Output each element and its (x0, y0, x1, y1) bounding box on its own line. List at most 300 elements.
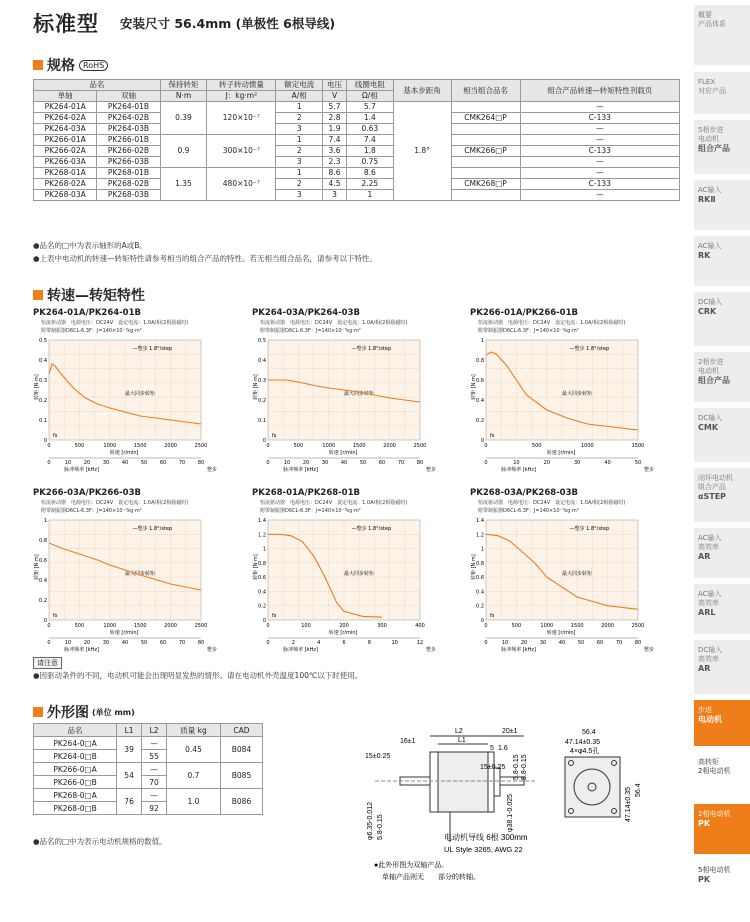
sidebar-item[interactable] (694, 804, 750, 854)
dim-5-8-c: 5.8-0.15 (377, 814, 384, 840)
sidebar-item-label: AR (698, 552, 711, 561)
y-tick-label: 1 (480, 338, 484, 344)
table-row (34, 179, 680, 190)
y-tick-label: 0.3 (39, 378, 47, 384)
table-header-row (34, 80, 680, 91)
model-single: PK264-02A (34, 113, 97, 124)
chart-note: 附带制振器D6CL-6.3F：J=140×10⁻⁷kg·m² (478, 508, 579, 514)
fullstep-label: 整步 (207, 647, 218, 653)
x-axis-label: 转速 [r/min] (109, 450, 139, 456)
rear-flange (430, 752, 438, 812)
voltage-value: 3 (323, 190, 347, 201)
y-tick-label: 0.2 (476, 603, 484, 610)
page-title: 标准型 (33, 12, 99, 36)
combo-name: CMK264□P (451, 113, 520, 124)
y-tick-label: 1 (480, 546, 484, 553)
drawing-note-2: 单轴产品则无 部分的转轴。 (382, 874, 480, 881)
x-axis-label: 转速 [r/min] (546, 450, 576, 456)
x2-tick-label: 40 (121, 460, 129, 466)
resist-value: 1.4 (347, 113, 394, 124)
model-double: PK264-02B (97, 113, 160, 124)
sidebar-item[interactable] (694, 408, 750, 462)
sidebar-item[interactable] (694, 5, 750, 65)
x2-tick-label: 70 (178, 640, 186, 646)
x-tick-label: 1000 (322, 443, 336, 449)
voltage-value: 2.8 (323, 113, 347, 124)
x2-tick-label: 30 (102, 460, 110, 466)
x-tick-label: 0 (484, 443, 488, 449)
chart-title: PK268-03A/PK268-03B (470, 488, 578, 498)
sidebar-item-label: AR (698, 664, 711, 673)
dims-l1: 54 (117, 763, 142, 789)
x2-tick-label: 60 (378, 460, 386, 466)
sidebar-item-label: 组合产品 (698, 376, 730, 385)
chart-title: PK264-03A/PK264-03B (252, 308, 360, 318)
sidebar-item-label: 高效率 (698, 655, 719, 663)
model-single: PK268-01A (34, 168, 97, 179)
dim-15-a: 15±0.25 (365, 753, 391, 760)
y-axis-label: 转矩 [N·m] (471, 374, 477, 400)
chart-title: PK266-01A/PK266-01B (470, 308, 578, 318)
model-double: PK264-03B (97, 124, 160, 135)
dims-l2: — (142, 763, 167, 776)
page-ref: — (520, 190, 679, 201)
x-axis-label: 转速 [r/min] (109, 630, 139, 636)
header-page: 组合产品转速—转矩特性刊载页 (520, 80, 679, 102)
chart-svg (33, 334, 241, 473)
sidebar-item-label: CMK (698, 423, 719, 432)
table-row (34, 168, 680, 179)
sidebar-item[interactable] (694, 584, 750, 634)
x2-tick-label: 30 (574, 460, 581, 466)
y-axis-label: 转矩 [N·m] (34, 554, 40, 580)
x2-tick-label: 20 (520, 640, 528, 646)
header-combo: 相当组合品名 (451, 80, 520, 102)
sidebar-item-label: 高转矩 (698, 758, 719, 766)
y-tick-label: 0.2 (39, 598, 47, 604)
fs-label: fs (272, 433, 277, 439)
sidebar-item-label: PK (698, 875, 711, 884)
x2-axis-label: 脉冲频率 [kHz] (283, 647, 318, 653)
legend-label: —整步 1.8°/step (569, 526, 610, 532)
speed-torque-chart (252, 488, 460, 653)
y-tick-label: 0.4 (39, 358, 47, 364)
dims-cad: B084 (221, 737, 263, 763)
x2-tick-label: 0 (484, 460, 488, 466)
chart-note: 恒流驱动器 电源电压：DC24V 设定电流：1.0A/相(2相励磁时) (260, 500, 408, 506)
header-unit: N·m (160, 91, 207, 102)
x-tick-label: 2500 (194, 443, 208, 449)
y-tick-label: 1 (262, 546, 266, 553)
sidebar-item-label: AC输入 (698, 590, 722, 598)
sidebar-item-label: 产品体系 (698, 20, 726, 28)
x2-tick-label: 60 (596, 640, 604, 646)
inertia-value: 120×10⁻⁷ (207, 102, 276, 135)
square-bullet-icon (33, 290, 43, 300)
model-double: PK268-01B (97, 168, 160, 179)
resist-value: 1.8 (347, 146, 394, 157)
y-tick-label: 0.4 (476, 589, 484, 596)
torque-value: 0.9 (160, 135, 207, 168)
current-value: 2 (276, 179, 323, 190)
x2-tick-label: 40 (340, 460, 348, 466)
x2-tick-label: 20 (83, 460, 91, 466)
resist-value: 7.4 (347, 135, 394, 146)
caution-badge: 请注意 (33, 657, 62, 669)
page-ref: C-133 (520, 113, 679, 124)
voltage-value: 1.9 (323, 124, 347, 135)
dims-l2: 55 (142, 750, 167, 763)
dim-38: φ38.1-0.025 (507, 793, 514, 832)
y-tick-label: 0.1 (258, 418, 266, 424)
header-double: 双轴 (97, 91, 160, 102)
sidebar-item-label: 电动机 (698, 135, 719, 143)
ul-label: UL Style 3265, AWG 22 (444, 845, 523, 854)
sidebar-item[interactable] (694, 120, 750, 174)
sidebar-item-label: 组合产品 (698, 144, 730, 153)
header-step: 基本步距角 (393, 80, 451, 102)
y-tick-label: 0.5 (258, 338, 266, 344)
x-tick-label: 1500 (570, 623, 584, 629)
header-resist: 线圈电阻 (347, 80, 394, 91)
y-tick-label: 1.4 (476, 518, 484, 524)
y-tick-label: 0.2 (258, 603, 266, 610)
current-value: 3 (276, 157, 323, 168)
x2-axis-label: 脉冲频率 [kHz] (64, 647, 99, 653)
x2-tick-label: 30 (321, 460, 329, 466)
fs-label: fs (53, 433, 58, 439)
table-row (34, 789, 263, 802)
x2-tick-label: 70 (615, 640, 623, 646)
sidebar-item-label: 电动机 (698, 367, 719, 375)
sidebar-item[interactable] (694, 752, 750, 800)
resist-value: 0.75 (347, 157, 394, 168)
sidebar-item-label: AC输入 (698, 186, 722, 194)
x2-tick-label: 30 (539, 640, 547, 646)
dim-47-14-a: 47.14±0.35 (565, 739, 600, 746)
x2-tick-label: 4 (317, 640, 321, 646)
table-row (34, 157, 680, 168)
chart-title: PK268-01A/PK268-01B (252, 488, 360, 498)
x-axis-label: 转速 [r/min] (328, 630, 358, 636)
y-tick-label: 0 (480, 618, 484, 624)
dim-15-b: 15±0.25 (480, 764, 506, 771)
table-row (34, 124, 680, 135)
pullout-label: 最大同步转矩 (562, 391, 593, 397)
y-tick-label: 0.6 (476, 575, 484, 582)
y-tick-label: 0.8 (258, 560, 266, 567)
y-tick-label: 0.8 (476, 358, 484, 364)
dims-cad: B085 (221, 763, 263, 789)
dims-mass: 1.0 (166, 789, 220, 815)
x2-tick-label: 40 (121, 640, 129, 646)
sidebar-item[interactable] (694, 468, 750, 522)
current-value: 1 (276, 102, 323, 113)
combo-name (451, 124, 520, 135)
chart-title: PK266-03A/PK266-03B (33, 488, 141, 498)
chart-note: 恒流驱动器 电源电压：DC24V 设定电流：1.0A/相(2相励磁时) (41, 320, 189, 326)
sidebar-item-label: RKⅡ (698, 195, 716, 204)
x-tick-label: 100 (301, 623, 311, 629)
sidebar-item[interactable] (694, 352, 750, 402)
y-tick-label: 0.6 (39, 558, 47, 564)
x-tick-label: 500 (531, 443, 542, 449)
torque-value: 1.35 (160, 168, 207, 201)
speed-torque-chart (470, 488, 678, 653)
pilot (494, 768, 500, 796)
fs-label: fs (490, 613, 495, 619)
sidebar-item-label: 概要 (698, 11, 712, 19)
model-single: PK268-03A (34, 190, 97, 201)
chart-svg (470, 514, 678, 653)
x-tick-label: 0 (266, 623, 270, 629)
torque-value: 0.39 (160, 102, 207, 135)
x-tick-label: 500 (293, 443, 304, 449)
x2-axis-label: 脉冲频率 [kHz] (501, 467, 536, 473)
dim-5-8-a: 5.8-0.15 (521, 754, 528, 780)
dims-model: PK266-0□A (34, 763, 117, 776)
dims-model: PK268-0□A (34, 789, 117, 802)
chart-note: 恒流驱动器 电源电压：DC24V 设定电流：1.0A/相(2相励磁时) (260, 320, 408, 326)
table-header-row (34, 724, 263, 737)
sidebar-item[interactable] (694, 860, 750, 916)
pullout-label: 最大同步转矩 (344, 391, 375, 397)
y-tick-label: 1.2 (258, 532, 266, 539)
x-tick-label: 1500 (631, 443, 645, 449)
dim-20: 20±1 (502, 728, 518, 735)
sidebar-item-label: PK (698, 819, 711, 828)
resist-value: 5.7 (347, 102, 394, 113)
dims-header: CAD (221, 724, 263, 737)
page-ref: C-133 (520, 146, 679, 157)
sidebar-item-label: AC输入 (698, 242, 722, 250)
spec-section-title: 规格 RoHS (33, 55, 108, 75)
x2-tick-label: 80 (197, 640, 205, 646)
x2-tick-label: 30 (102, 640, 110, 646)
fs-label: fs (53, 613, 58, 619)
x2-axis-label: 脉冲频率 [kHz] (501, 647, 536, 653)
x2-tick-label: 10 (64, 460, 72, 466)
x2-tick-label: 10 (64, 640, 72, 646)
x2-tick-label: 60 (159, 640, 167, 646)
y-tick-label: 0 (262, 618, 266, 624)
dims-header: 品名 (34, 724, 117, 737)
table-row (34, 102, 680, 113)
y-tick-label: 0 (43, 618, 47, 624)
x-axis-label: 转速 [r/min] (328, 450, 358, 456)
x-tick-label: 1500 (133, 623, 147, 629)
speed-torque-chart (470, 308, 678, 473)
front-flange (488, 752, 494, 812)
y-tick-label: 0.2 (39, 398, 47, 404)
y-tick-label: 0 (43, 438, 47, 444)
model-single: PK266-03A (34, 157, 97, 168)
front-view-body (565, 757, 620, 817)
x2-tick-label: 10 (513, 460, 520, 466)
x2-tick-label: 40 (558, 640, 566, 646)
y-tick-label: 0.6 (258, 575, 266, 582)
dims-l1: 76 (117, 789, 142, 815)
y-tick-label: 0.2 (476, 418, 484, 424)
chart-note: 附带制振器D6CL-6.3F：J=140×10⁻⁷kg·m² (478, 328, 579, 334)
chart-note: 恒流驱动器 电源电压：DC24V 设定电流：1.0A/相(2相励磁时) (478, 320, 626, 326)
dims-table (33, 723, 263, 815)
square-bullet-icon (33, 707, 43, 717)
x-tick-label: 2500 (631, 623, 645, 629)
x-tick-label: 500 (74, 623, 85, 629)
header-unit: V (323, 91, 347, 102)
sidebar-item-label: 2相电动机 (698, 810, 731, 818)
sidebar-item-label: DC输入 (698, 646, 723, 654)
x-tick-label: 0 (47, 443, 51, 449)
chart-note: 附带制振器D6CL-6.3F：J=140×10⁻⁷kg·m² (41, 508, 142, 514)
fs-label: fs (490, 433, 495, 439)
dims-cad: B086 (221, 789, 263, 815)
chart-svg (470, 334, 678, 473)
x2-tick-label: 0 (47, 640, 51, 646)
legend-label: —整步 1.8°/step (351, 346, 392, 352)
x-tick-label: 0 (266, 443, 270, 449)
dim-5-8-b: 5.8-0.15 (513, 754, 520, 780)
dims-header: 质量 kg (166, 724, 220, 737)
header-unit: Ω/相 (347, 91, 394, 102)
dims-mass: 0.7 (166, 763, 220, 789)
pullout-label: 最大同步转矩 (562, 571, 593, 577)
chart-note: 附带制振器D6CL-6.3F：J=140×10⁻⁷kg·m² (260, 508, 361, 514)
model-double: PK266-01B (97, 135, 160, 146)
dim-47-14-b: 47.14±0.35 (625, 787, 632, 822)
sidebar-item-label: DC输入 (698, 298, 723, 306)
x2-tick-label: 0 (484, 640, 488, 646)
y-tick-label: 0.8 (39, 538, 47, 544)
page-ref: — (520, 102, 679, 113)
voltage-value: 8.6 (323, 168, 347, 179)
x-tick-label: 1000 (580, 443, 594, 449)
dim-l2: L2 (455, 728, 463, 735)
resist-value: 0.63 (347, 124, 394, 135)
model-single: PK268-02A (34, 179, 97, 190)
spec-note-1: ●品名的□中为表示轴形的A或B。 (33, 241, 147, 250)
current-value: 3 (276, 190, 323, 201)
y-tick-label: 0.8 (476, 560, 484, 567)
dim-1-6: 1.6 (498, 745, 508, 752)
page-ref: — (520, 124, 679, 135)
chart-svg (252, 514, 460, 653)
combo-name: CMK266□P (451, 146, 520, 157)
x2-tick-label: 80 (634, 640, 642, 646)
legend-label: —整步 1.8°/step (132, 346, 173, 352)
x-tick-label: 400 (415, 623, 425, 629)
table-row (34, 113, 680, 124)
x2-axis-label: 脉冲频率 [kHz] (283, 467, 318, 473)
dims-section-title: 外形图 (单位 mm) (33, 702, 135, 722)
chart-svg (252, 334, 460, 473)
dim-56-4-b: 56.4 (635, 783, 642, 797)
sidebar-item-label: AC输入 (698, 534, 722, 542)
sidebar-item[interactable] (694, 640, 750, 694)
chart-note: 附带制振器D6CL-6.3F：J=140×10⁻⁷kg·m² (260, 328, 361, 334)
pullout-label: 最大同步转矩 (344, 571, 375, 577)
motor-body (438, 752, 488, 812)
speed-torque-chart (252, 308, 460, 473)
sidebar-item-label: 步进 (698, 706, 712, 714)
x2-tick-label: 80 (197, 460, 205, 466)
sidebar (688, 0, 750, 922)
current-value: 3 (276, 124, 323, 135)
x-tick-label: 1500 (133, 443, 147, 449)
sidebar-item-label: 电动机 (698, 715, 722, 724)
dims-model: PK268-0□B (34, 802, 117, 815)
x-axis-label: 转速 [r/min] (546, 630, 576, 636)
x-tick-label: 0 (484, 623, 488, 629)
model-double: PK264-01B (97, 102, 160, 113)
model-double: PK266-02B (97, 146, 160, 157)
x-tick-label: 300 (377, 623, 387, 629)
x2-tick-label: 40 (604, 460, 611, 466)
sidebar-item[interactable] (694, 292, 750, 346)
sidebar-item-label: 5相电动机 (698, 866, 731, 874)
sidebar-item[interactable] (694, 700, 750, 746)
voltage-value: 7.4 (323, 135, 347, 146)
x-tick-label: 2500 (413, 443, 427, 449)
y-tick-label: 1 (43, 518, 47, 524)
sidebar-item[interactable] (694, 72, 750, 114)
combo-name (451, 135, 520, 146)
header-inertia: 转子转动惯量 (207, 80, 276, 91)
dim-l1: L1 (458, 737, 466, 744)
x-tick-label: 2000 (164, 443, 177, 449)
x2-tick-label: 0 (266, 460, 270, 466)
chart-note: 恒流驱动器 电源电压：DC24V 设定电流：1.0A/相(2相励磁时) (41, 500, 189, 506)
table-row (34, 135, 680, 146)
combo-name (451, 168, 520, 179)
model-double: PK268-03B (97, 190, 160, 201)
chart-svg (33, 514, 241, 653)
sidebar-item-label: FLEX (698, 78, 716, 86)
sidebar-item-label: DC输入 (698, 414, 723, 422)
y-tick-label: 0.1 (39, 418, 47, 424)
y-tick-label: 0.2 (258, 398, 266, 404)
speed-torque-chart (33, 488, 241, 653)
sidebar-item[interactable] (694, 236, 750, 286)
table-row (34, 737, 263, 750)
sidebar-item[interactable] (694, 528, 750, 578)
x-tick-label: 1500 (352, 443, 366, 449)
sidebar-item-label: 5相步进 (698, 126, 724, 134)
x2-tick-label: 60 (159, 460, 167, 466)
rohs-badge: RoHS (79, 60, 108, 71)
x2-tick-label: 20 (83, 640, 91, 646)
x-tick-label: 500 (74, 443, 85, 449)
x-tick-label: 500 (511, 623, 522, 629)
x-tick-label: 2000 (601, 623, 614, 629)
sidebar-item-label: 对应产品 (698, 87, 726, 95)
speed-torque-chart (33, 308, 241, 473)
page-ref: C-133 (520, 179, 679, 190)
x-tick-label: 1000 (103, 623, 117, 629)
header-unit: A/相 (276, 91, 323, 102)
lead-label: 电动机导线 6根 300mm (444, 833, 528, 842)
sidebar-item[interactable] (694, 180, 750, 230)
model-single: PK266-01A (34, 135, 97, 146)
inertia-value: 300×10⁻⁷ (207, 135, 276, 168)
chart-title: PK264-01A/PK264-01B (33, 308, 141, 318)
fullstep-label: 整步 (644, 647, 655, 653)
dims-model: PK264-0□A (34, 737, 117, 750)
x2-tick-label: 50 (140, 460, 148, 466)
x2-tick-label: 12 (416, 640, 424, 646)
y-tick-label: 0.4 (476, 398, 484, 404)
